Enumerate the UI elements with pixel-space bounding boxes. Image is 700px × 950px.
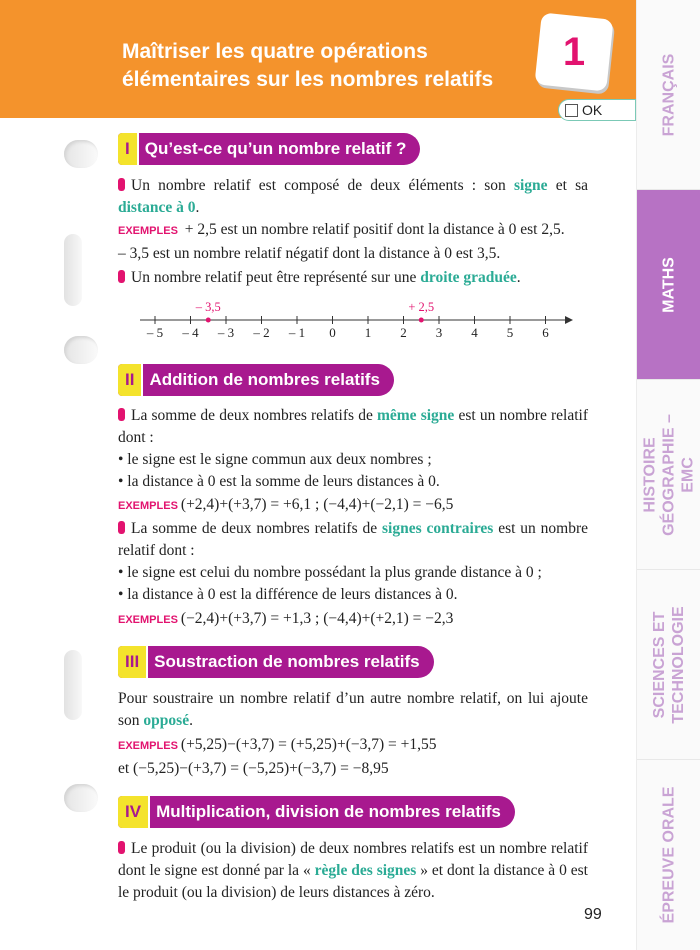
tab-maths[interactable] <box>637 190 700 380</box>
tick-label: – 1 <box>288 325 306 340</box>
example: EXEMPLES (+2,4)+(+3,7) = +6,1 ; (−4,4)+(−2,1) = −6,5 <box>118 496 454 513</box>
tab-label: HISTOIRE GÉOGRAPHIE – EMC <box>641 413 697 536</box>
section-heading-2 <box>118 364 394 396</box>
point-label: – 3,5 <box>195 300 221 314</box>
example: – 3,5 est un nombre relatif négatif dont la distance à 0 est 3,5. <box>118 245 501 262</box>
point-marker <box>419 318 424 323</box>
bullet-icon <box>118 408 125 421</box>
chapter-number: 1 <box>562 30 586 74</box>
page-number: 99 <box>584 906 602 923</box>
ok-checkbox[interactable] <box>558 99 636 121</box>
tick-label: 5 <box>506 325 514 340</box>
tick-label: 1 <box>364 325 372 340</box>
point-marker <box>206 318 211 323</box>
tick-label: – 5 <box>146 325 164 340</box>
bullet-icon <box>118 841 125 854</box>
list-item: • le signe est celui du nombre possédant la plus grande distance à 0 ; <box>118 564 542 581</box>
section-title: Soustraction de nombres relatifs <box>154 652 420 671</box>
ok-label: OK <box>582 102 603 118</box>
section-number: III <box>118 646 148 678</box>
paragraph: La somme de deux nombres relatifs de signes contraires est un nombre relatif dont : <box>118 520 588 559</box>
binder-hole <box>64 140 98 168</box>
list-item: • la distance à 0 est la différence de leurs distances à 0. <box>118 586 458 603</box>
tick-label: 3 <box>435 325 443 340</box>
tab-histoire-geographie[interactable] <box>637 380 700 570</box>
tab-label: ÉPREUVE ORALE <box>660 786 678 924</box>
binder-hole <box>64 234 82 306</box>
section-heading-1 <box>118 133 420 165</box>
example: EXEMPLES (+5,25)−(+3,7) = (+5,25)+(−3,7) = +1,55 <box>118 736 437 753</box>
list-item: • la distance à 0 est la somme de leurs distances à 0. <box>118 473 440 490</box>
paragraph: Un nombre relatif est composé de deux éléments : son signe et sa distance à 0. <box>118 177 588 216</box>
section-heading-3 <box>118 646 434 678</box>
binder-hole <box>64 650 82 720</box>
chapter-number-badge <box>534 12 613 91</box>
point-label: + 2,5 <box>408 300 435 314</box>
binder-hole <box>64 784 98 812</box>
tab-sciences[interactable] <box>637 570 700 760</box>
section-title: Qu’est-ce qu’un nombre relatif ? <box>144 139 407 158</box>
chapter-title: Maîtriser les quatre opérations élémentaires sur les nombres relatifs <box>122 40 494 91</box>
tick-label: – 2 <box>253 325 270 340</box>
checkbox-icon[interactable] <box>565 104 578 117</box>
paragraph: Un nombre relatif peut être représenté sur une droite graduée. <box>118 267 588 289</box>
tab-label: FRANÇAIS <box>660 53 678 136</box>
tab-francais[interactable] <box>637 0 700 190</box>
tick-label: 2 <box>400 325 407 340</box>
tab-label: MATHS <box>660 256 678 313</box>
list-item: • le signe est le signe commun aux deux nombres ; <box>118 451 432 468</box>
tab-epreuve-orale[interactable] <box>637 760 700 950</box>
subject-sidebar <box>636 0 700 950</box>
tick-label: 4 <box>471 325 478 340</box>
example: EXEMPLES (−2,4)+(+3,7) = +1,3 ; (−4,4)+(+2,1) = −2,3 <box>118 610 454 627</box>
tick-label: – 4 <box>182 325 199 340</box>
bullet-icon <box>118 521 125 534</box>
section-title: Multiplication, division de nombres relatifs <box>156 802 501 821</box>
bullet-icon <box>118 270 125 283</box>
paragraph: Le produit (ou la division) de deux nombres relatifs est un nombre relatif dont le signe est donné par la « règle des signes » et dont la distance à 0 est le produit (ou la division) de leurs distances à zéro. <box>118 840 588 901</box>
example: EXEMPLES + 2,5 est un nombre relatif positif dont la distance à 0 est 2,5. <box>118 221 565 238</box>
section-heading-4 <box>118 796 515 828</box>
section-number: IV <box>118 796 150 828</box>
example: et (−5,25)−(+3,7) = (−5,25)+(−3,7) = −8,95 <box>118 760 389 777</box>
section-title: Addition de nombres relatifs <box>149 370 380 389</box>
tab-label: SCIENCES ET TECHNOLOGIE <box>651 605 687 724</box>
paragraph: La somme de deux nombres relatifs de même signe est un nombre relatif dont : <box>118 407 588 446</box>
bullet-icon <box>118 178 125 191</box>
tick-label: 0 <box>329 325 336 340</box>
number-line <box>140 296 580 346</box>
tick-label: – 3 <box>217 325 235 340</box>
axis-arrow-icon <box>565 316 573 324</box>
section-number: II <box>118 364 143 396</box>
binder-hole <box>64 336 98 364</box>
tick-label: 6 <box>542 325 549 340</box>
paragraph: Pour soustraire un nombre relatif d’un autre nombre relatif, on lui ajoute son opposé. <box>118 690 588 729</box>
section-number: I <box>118 133 139 165</box>
